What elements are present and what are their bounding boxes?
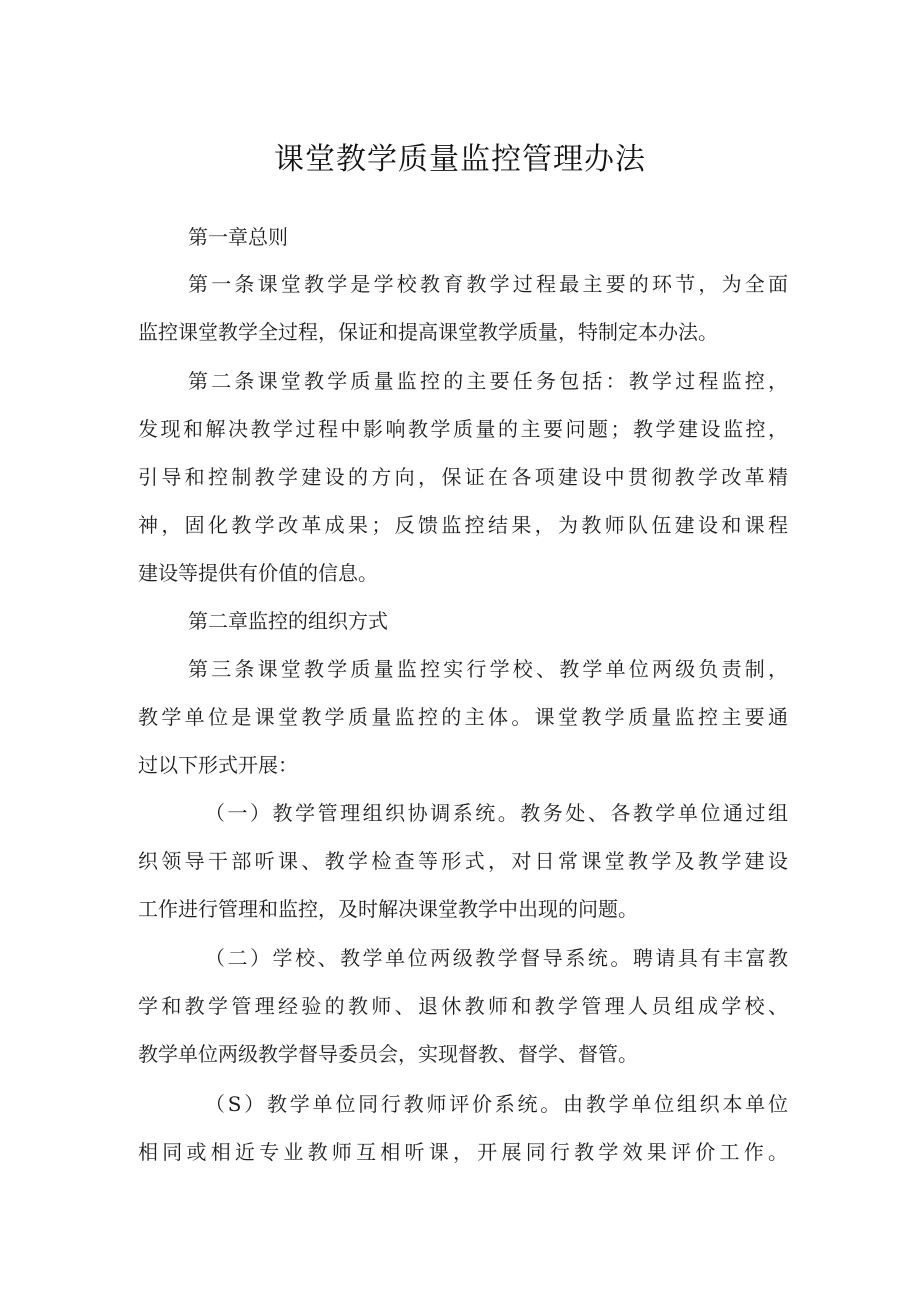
paragraph-line: 第二条课堂教学质量监控的主要任务包括：教学过程监控， [188, 369, 788, 393]
paragraph-line: 引导和控制教学建设的方向，保证在各项建设中贯彻教学改革精 [138, 465, 788, 489]
paragraph-line: 第一条课堂教学是学校教育教学过程最主要的环节，为全面 [188, 272, 788, 296]
paragraph-line: 工作进行管理和监控，及时解决课堂教学中出现的问题。 [138, 897, 638, 921]
paragraph-line: 发现和解决教学过程中影响教学质量的主要问题；教学建设监控， [138, 417, 788, 441]
document-title: 课堂教学质量监控管理办法 [274, 142, 646, 177]
paragraph-line: 过以下形式开展： [138, 753, 298, 777]
paragraph-line: 教学单位是课堂教学质量监控的主体。课堂教学质量监控主要通 [138, 705, 788, 729]
paragraph-line: 第三条课堂教学质量监控实行学校、教学单位两级负责制， [188, 657, 788, 681]
paragraph-line: 监控课堂教学全过程，保证和提高课堂教学质量，特制定本办法。 [138, 320, 718, 344]
paragraph-line: 相同或相近专业教师互相听课，开展同行教学效果评价工作。 [138, 1140, 788, 1164]
paragraph-line: （S）教学单位同行教师评价系统。由教学单位组织本单位 [205, 1092, 788, 1116]
paragraph-line: 教学单位两级教学督导委员会，实现督教、督学、督管。 [138, 1042, 638, 1066]
paragraph-line: 织领导干部听课、教学检查等形式，对日常课堂教学及教学建设 [138, 849, 788, 873]
chapter-heading-2: 第二章监控的组织方式 [188, 609, 388, 633]
paragraph-line: （一）教学管理组织协调系统。教务处、各教学单位通过组 [205, 801, 788, 825]
paragraph-line: （二）学校、教学单位两级教学督导系统。聘请具有丰富教 [205, 946, 788, 970]
paragraph-line: 建设等提供有价值的信息。 [138, 561, 378, 585]
chapter-heading-1: 第一章总则 [188, 225, 288, 249]
paragraph-line: 神，固化教学改革成果；反馈监控结果，为教师队伍建设和课程 [138, 513, 788, 537]
paragraph-line: 学和教学管理经验的教师、退休教师和教学管理人员组成学校、 [138, 994, 788, 1018]
